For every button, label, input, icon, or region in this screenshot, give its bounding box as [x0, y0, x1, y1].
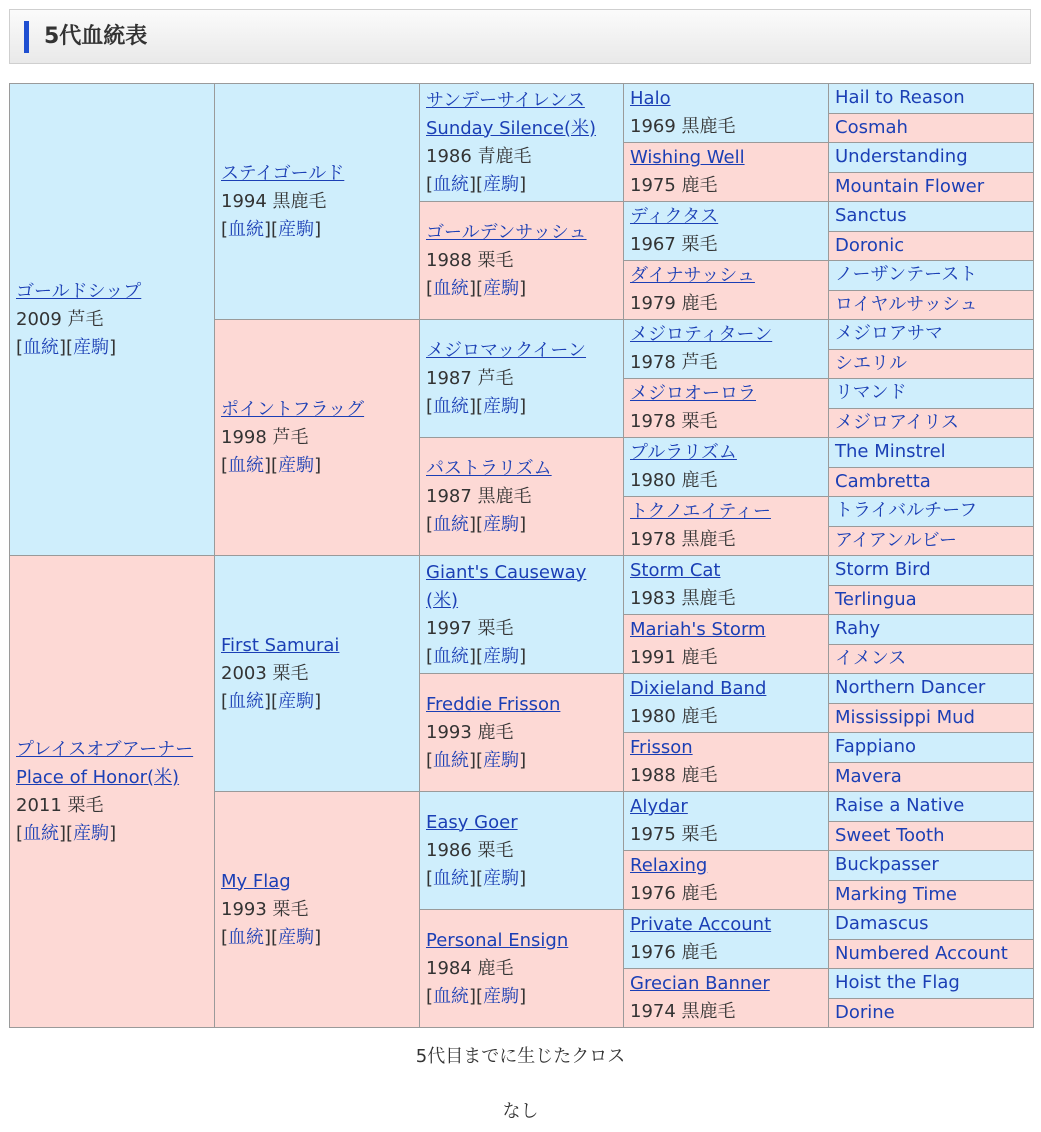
horse-link-gen5[interactable]: Sweet Tooth: [835, 824, 945, 846]
horse-link-gen5[interactable]: トライバルチーフ: [835, 500, 978, 522]
gen2-cell: [215, 556, 420, 792]
pedigree-link[interactable]: 血統: [433, 749, 470, 771]
gen5-cell: [829, 349, 1034, 379]
gen4-cell: [624, 143, 829, 202]
horse-link-gen5[interactable]: Mississippi Mud: [835, 706, 975, 728]
horse-link-gen5[interactable]: リマンド: [835, 382, 907, 404]
horse-info: 2009 芦毛: [16, 308, 104, 330]
horse-link-gen4[interactable]: Mariah's Storm: [630, 619, 766, 640]
horse-info: 1993 栗毛: [221, 898, 309, 920]
gen5-cell: [829, 438, 1034, 468]
offspring-link[interactable]: 産駒: [278, 454, 315, 476]
gen5-cell: [829, 674, 1034, 704]
horse-link-gen4[interactable]: メジロオーロラ: [630, 383, 756, 404]
gen5-cell: [829, 143, 1034, 173]
pedigree-link[interactable]: 血統: [23, 336, 60, 358]
gen5-cell: [829, 733, 1034, 763]
horse-info: 1974 黒鹿毛: [630, 1001, 736, 1022]
horse-info: 1976 鹿毛: [630, 942, 718, 963]
offspring-link[interactable]: 産駒: [483, 985, 520, 1007]
horse-links: [血統][産駒]: [426, 513, 527, 535]
gen4-cell: [624, 202, 829, 261]
gen3-cell: [420, 320, 624, 438]
horse-link-gen4[interactable]: ディクタス: [630, 206, 719, 227]
horse-info: 1994 黒鹿毛: [221, 190, 327, 212]
gen4-cell: [624, 615, 829, 674]
horse-link-gen5[interactable]: メジロアイリス: [835, 411, 960, 433]
offspring-link[interactable]: 産駒: [483, 395, 520, 417]
horse-link-gen5[interactable]: Damascus: [835, 913, 929, 935]
horse-link-gen5[interactable]: Northern Dancer: [835, 677, 986, 699]
horse-link-gen4[interactable]: トクノエイティー: [630, 501, 771, 522]
gen4-cell: [624, 733, 829, 792]
horse-link-gen5[interactable]: Mountain Flower: [835, 175, 985, 197]
offspring-link[interactable]: 産駒: [483, 867, 520, 889]
horse-link-gen5[interactable]: ロイヤルサッシュ: [835, 293, 978, 315]
gen3-cell: [420, 910, 624, 1028]
horse-info: 1997 栗毛: [426, 617, 514, 639]
horse-link-gen4[interactable]: Storm Cat: [630, 560, 721, 581]
offspring-link[interactable]: 産駒: [483, 645, 520, 667]
pedigree-link[interactable]: 血統: [433, 985, 470, 1007]
horse-link-gen5[interactable]: アイアンルビー: [835, 529, 957, 551]
horse-info: 1980 鹿毛: [630, 706, 718, 727]
gen4-cell: [624, 320, 829, 379]
horse-link-gen4[interactable]: Alydar: [630, 796, 688, 817]
gen3-cell: [420, 556, 624, 674]
header-accent-bar: [24, 21, 29, 53]
gen4-cell: [624, 556, 829, 615]
gen5-cell: [829, 703, 1034, 733]
horse-info: 1988 栗毛: [426, 249, 514, 271]
horse-link-gen3[interactable]: メジロマックイーン: [426, 339, 587, 361]
offspring-link[interactable]: 産駒: [73, 336, 110, 358]
gen3-cell: [420, 674, 624, 792]
horse-link-gen4[interactable]: Relaxing: [630, 855, 708, 876]
gen5-cell: [829, 202, 1034, 232]
page-title: 5代血統表: [44, 24, 148, 49]
gen5-cell: [829, 113, 1034, 143]
cross-value: なし: [502, 1101, 539, 1122]
horse-link-gen5[interactable]: Storm Bird: [835, 559, 931, 581]
offspring-link[interactable]: 産駒: [73, 822, 110, 844]
horse-link-gen5[interactable]: Hail to Reason: [835, 87, 965, 109]
horse-info: 1978 栗毛: [630, 411, 718, 432]
gen3-cell: [420, 202, 624, 320]
horse-link-gen5[interactable]: Cosmah: [835, 116, 908, 138]
gen4-cell: [624, 438, 829, 497]
offspring-link[interactable]: 産駒: [278, 690, 315, 712]
gen4-cell: [624, 851, 829, 910]
horse-info: 1969 黒鹿毛: [630, 116, 736, 137]
horse-info: 1967 栗毛: [630, 234, 718, 255]
horse-link-gen5[interactable]: Numbered Account: [835, 942, 1008, 964]
pedigree-link[interactable]: 血統: [23, 822, 60, 844]
horse-links: [血統][産駒]: [426, 645, 527, 667]
horse-link-gen5[interactable]: イメンス: [835, 647, 907, 669]
horse-link-gen5[interactable]: Buckpasser: [835, 854, 939, 876]
horse-links: [血統][産駒]: [426, 867, 527, 889]
horse-info: 1978 芦毛: [630, 352, 718, 373]
gen4-cell: [624, 910, 829, 969]
horse-link-gen3[interactable]: パストラリズム: [426, 457, 552, 479]
horse-info: 1976 鹿毛: [630, 883, 718, 904]
horse-link-gen4[interactable]: ダイナサッシュ: [630, 265, 755, 286]
horse-link-gen5[interactable]: Raise a Native: [835, 795, 965, 817]
horse-link-gen2[interactable]: First Samurai: [221, 634, 340, 656]
gen4-cell: [624, 674, 829, 733]
horse-links: [血統][産駒]: [16, 822, 117, 844]
gen4-cell: [624, 261, 829, 320]
horse-info: 1991 鹿毛: [630, 647, 718, 668]
horse-link-gen3[interactable]: Personal Ensign: [426, 929, 569, 951]
horse-link-gen5[interactable]: Sanctus: [835, 205, 907, 227]
horse-links: [血統][産駒]: [221, 218, 322, 240]
horse-links: [血統][産駒]: [426, 985, 527, 1007]
horse-link-sss[interactable]: [426, 87, 617, 143]
gen5-cell: [829, 290, 1034, 320]
horse-link-gen4[interactable]: プルラリズム: [630, 442, 737, 463]
gen5-cell: [829, 556, 1034, 586]
horse-info: 1988 鹿毛: [630, 765, 718, 786]
horse-link-gen5[interactable]: The Minstrel: [835, 441, 946, 463]
horse-link-gen4[interactable]: メジロティターン: [630, 324, 773, 345]
pedigree-link[interactable]: 血統: [433, 645, 470, 667]
horse-link-ssss[interactable]: Halo: [630, 88, 671, 109]
horse-link-gen5[interactable]: Fappiano: [835, 736, 917, 758]
horse-link-gen4[interactable]: Frisson: [630, 737, 693, 758]
horse-info: 1983 黒鹿毛: [630, 588, 736, 609]
pedigree-table: [9, 83, 1034, 1028]
ssss-cell: [624, 84, 829, 143]
horse-link-gen5[interactable]: Terlingua: [835, 588, 917, 610]
pedigree-link[interactable]: 血統: [433, 513, 470, 535]
horse-link-gen4[interactable]: Wishing Well: [630, 147, 745, 168]
horse-links: [血統][産駒]: [426, 173, 527, 195]
gen5-cell: [829, 969, 1034, 999]
offspring-link[interactable]: 産駒: [483, 513, 520, 535]
gen3-cell: [420, 438, 624, 556]
horse-name-ja: プレイスオブアーナー: [16, 738, 194, 760]
horse-link-ss[interactable]: ステイゴールド: [221, 162, 345, 184]
horse-links: [血統][産駒]: [426, 749, 527, 771]
horse-link-gen5[interactable]: シエリル: [835, 352, 907, 374]
offspring-link[interactable]: 産駒: [278, 926, 315, 948]
gen5-cell: [829, 408, 1034, 438]
horse-info: 1975 鹿毛: [630, 175, 718, 196]
horse-links: [血統][産駒]: [221, 454, 322, 476]
gen5-cell: [829, 320, 1034, 350]
horse-links: [血統][産駒]: [16, 336, 117, 358]
horse-link-sire[interactable]: ゴールドシップ: [16, 280, 142, 302]
gen5-cell: [829, 880, 1034, 910]
horse-links: [血統][産駒]: [426, 277, 527, 299]
sss-cell: [420, 84, 624, 202]
horse-link-gen5[interactable]: Dorine: [835, 1001, 895, 1023]
horse-info: 1979 鹿毛: [630, 293, 718, 314]
horse-link-gen5[interactable]: Marking Time: [835, 883, 957, 905]
horse-link-gen4[interactable]: Dixieland Band: [630, 678, 767, 699]
horse-name-suffix: (米): [426, 589, 459, 611]
sire-cell: [10, 84, 215, 556]
gen5-cell: [829, 644, 1034, 674]
horse-info: 2003 栗毛: [221, 662, 309, 684]
horse-info: 1987 黒鹿毛: [426, 485, 532, 507]
pedigree-link[interactable]: 血統: [433, 173, 470, 195]
gen5-cell: [829, 615, 1034, 645]
cross-label: 5代目までに生じたクロス: [415, 1046, 626, 1067]
ss-cell: [215, 84, 420, 320]
horse-info: 1978 黒鹿毛: [630, 529, 736, 550]
gen2-cell: [215, 320, 420, 556]
horse-links: [血統][産駒]: [221, 926, 322, 948]
horse-info: 1993 鹿毛: [426, 721, 514, 743]
gen4-cell: [624, 497, 829, 556]
gen5-cell: [829, 821, 1034, 851]
horse-link-gen3[interactable]: Freddie Frisson: [426, 693, 561, 715]
gen5-cell: [829, 261, 1034, 291]
gen4-cell: [624, 792, 829, 851]
horse-link-gen4[interactable]: Grecian Banner: [630, 973, 770, 994]
gen5-cell: [829, 231, 1034, 261]
offspring-link[interactable]: 産駒: [483, 749, 520, 771]
gen5-cell: [829, 910, 1034, 940]
horse-link-gen5[interactable]: Cambretta: [835, 470, 931, 492]
horse-info: 1998 芦毛: [221, 426, 309, 448]
gen5-cell: [829, 585, 1034, 615]
dam-cell: [10, 556, 215, 1028]
horse-link-gen2[interactable]: ポイントフラッグ: [221, 398, 365, 420]
gen4-cell: [624, 969, 829, 1028]
pedigree-link[interactable]: 血統: [433, 867, 470, 889]
horse-link-gen5[interactable]: ノーザンテースト: [835, 264, 978, 286]
horse-info: 1975 栗毛: [630, 824, 718, 845]
gen5-cell: [829, 851, 1034, 881]
horse-info: 1986 栗毛: [426, 839, 514, 861]
horse-link-gen2[interactable]: My Flag: [221, 870, 291, 892]
pedigree-link[interactable]: 血統: [433, 277, 470, 299]
horse-link-gen5[interactable]: Mavera: [835, 765, 902, 787]
horse-name-ja: サンデーサイレンス: [426, 89, 585, 111]
gen4-cell: [624, 379, 829, 438]
gen5-cell: [829, 939, 1034, 969]
horse-links: [血統][産駒]: [221, 690, 322, 712]
horse-info: 1987 芦毛: [426, 367, 514, 389]
gen5-cell: [829, 379, 1034, 409]
offspring-link[interactable]: 産駒: [483, 173, 520, 195]
pedigree-link[interactable]: 血統: [228, 690, 265, 712]
horse-link-gen3[interactable]: [426, 559, 617, 615]
section-header: [9, 9, 1031, 64]
horse-name-en: Giant's Causeway: [426, 561, 587, 583]
gen5-cell: [829, 998, 1034, 1028]
offspring-link[interactable]: 産駒: [278, 218, 315, 240]
horse-info: 1986 青鹿毛: [426, 145, 532, 167]
pedigree-link[interactable]: 血統: [228, 218, 265, 240]
horse-links: [血統][産駒]: [426, 395, 527, 417]
gen5-cell: [829, 526, 1034, 556]
gen2-cell: [215, 792, 420, 1028]
gen5-cell: [829, 762, 1034, 792]
horse-link-gen3[interactable]: Easy Goer: [426, 811, 518, 833]
gen5-cell: [829, 467, 1034, 497]
horse-info: 2011 栗毛: [16, 794, 104, 816]
pedigree-link[interactable]: 血統: [228, 454, 265, 476]
gen3-cell: [420, 792, 624, 910]
horse-name-en: Place of Honor(米): [16, 766, 180, 788]
horse-link-gen5[interactable]: メジロアサマ: [835, 323, 943, 345]
pedigree-link[interactable]: 血統: [228, 926, 265, 948]
pedigree-link[interactable]: 血統: [433, 395, 470, 417]
horse-link-gen5[interactable]: Hoist the Flag: [835, 972, 960, 994]
gen5-cell: [829, 84, 1034, 114]
gen5-cell: [829, 172, 1034, 202]
horse-info: 1980 鹿毛: [630, 470, 718, 491]
gen5-cell: [829, 792, 1034, 822]
horse-link-gen3[interactable]: ゴールデンサッシュ: [426, 221, 587, 243]
offspring-link[interactable]: 産駒: [483, 277, 520, 299]
horse-link-gen5[interactable]: Doronic: [835, 234, 905, 256]
horse-info: 1984 鹿毛: [426, 957, 514, 979]
horse-link-gen5[interactable]: Understanding: [835, 146, 968, 168]
horse-link-gen4[interactable]: Private Account: [630, 914, 772, 935]
horse-name-en: Sunday Silence(米): [426, 117, 596, 139]
horse-link-dam[interactable]: [16, 736, 208, 792]
horse-link-gen5[interactable]: Rahy: [835, 618, 881, 640]
gen5-cell: [829, 497, 1034, 527]
